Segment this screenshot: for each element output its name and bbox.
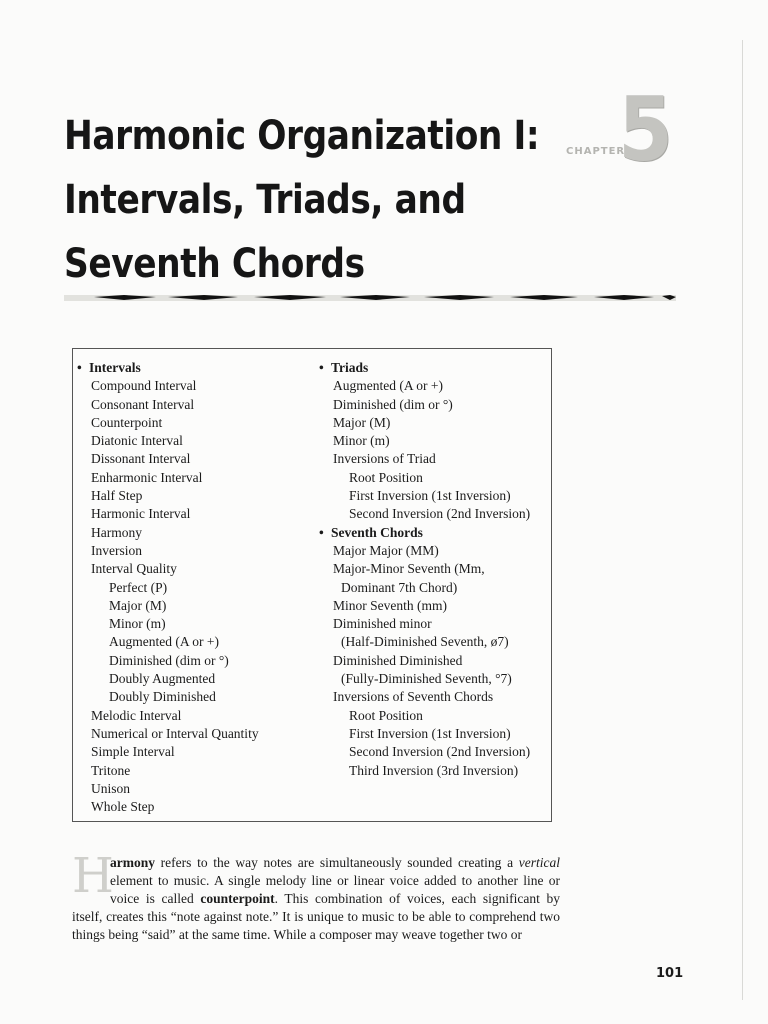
chapter-number: 5 [618,78,674,181]
chapter-title-line-2: Intervals, Triads, and [64,177,466,223]
term-list-item: Augmented (A or +) [333,378,443,394]
term-list-item: Diminished Diminished [333,652,463,668]
chapter-label: CHAPTER [566,146,626,157]
term-list-item: Root Position [349,707,423,723]
term-list-item: Major-Minor Seventh (Mm, [333,561,485,577]
term-list-item: Harmony [91,524,142,540]
intro-paragraph [72,848,560,944]
term-list-item: Inversions of Seventh Chords [333,689,494,705]
term-list-item: Tritone [91,762,131,778]
term-category-heading: • Seventh Chords [315,524,551,542]
term-list-item: Enharmonic Interval [91,469,203,485]
term-list-item: Inversion [91,542,142,558]
term-list-item: Interval Quality [91,561,177,577]
page-edge-line [742,40,743,1000]
term-list-item: Minor Seventh (mm) [333,597,447,613]
chapter-title-line-3: Seventh Chords [64,241,365,287]
key-terms-left-column [73,359,313,816]
intro-italic-vertical: vertical [518,855,560,870]
term-list-item: Diminished (dim or °) [333,396,453,412]
term-list-item: Major (M) [333,414,391,430]
term-list-item: Augmented (A or +) [109,634,219,650]
term-list-item: Minor (m) [333,433,390,449]
term-list-item: Diminished (dim or °) [109,652,229,668]
term-category-heading: • Triads [315,359,551,377]
term-list-item: Counterpoint [91,414,163,430]
term-list-item: Whole Step [91,799,155,815]
term-list-item: Major (M) [109,597,167,613]
term-list-item: First Inversion (1st Inversion) [349,725,511,741]
term-list-item: Diatonic Interval [91,433,183,449]
key-terms-box [72,348,552,822]
chapter-title-line-1: Harmonic Organization I: [64,113,540,159]
term-list-item: Harmonic Interval [91,506,191,522]
term-list-item: Half Step [91,488,143,504]
term-list-item: Simple Interval [91,744,175,760]
term-harmony: armony [110,855,155,870]
intro-text-3: . This combination of voices, each significant by itself, creates this “note against note.” It is unique to music to be able to comprehend two things being “said” at the same time. While a composer may weave together two or [72,891,560,942]
term-list-item: Dominant 7th Chord) [341,579,458,595]
chapter-mark [566,78,676,181]
term-list-item: Doubly Diminished [109,689,216,705]
term-list-item: Consonant Interval [91,396,195,412]
term-list-item: Compound Interval [91,378,197,394]
term-list-item: Doubly Augmented [109,671,216,687]
term-list-item: (Half-Diminished Seventh, ø7) [341,634,509,650]
term-list-item: Numerical or Interval Quantity [91,725,259,741]
term-list-item: Major Major (MM) [333,542,439,558]
term-list-item: First Inversion (1st Inversion) [349,488,511,504]
term-list-item: Third Inversion (3rd Inversion) [349,762,519,778]
term-list-item: Inversions of Triad [333,451,436,467]
decorative-rule [64,292,676,304]
term-list-item: Unison [91,780,131,796]
term-list-item: Dissonant Interval [91,451,191,467]
term-list-item: (Fully-Diminished Seventh, °7) [341,671,512,687]
term-counterpoint: counterpoint [200,891,275,906]
term-category-heading: • Intervals [73,359,313,377]
drop-cap: H [72,848,114,904]
intro-text-1: refers to the way notes are simultaneously sounded creating a [155,855,519,870]
term-list-item: Perfect (P) [109,579,168,595]
term-list-item: Melodic Interval [91,707,182,723]
intro-text-2: element to music. A single melody line or linear voice added to another line or voice is called [110,873,560,906]
key-terms-right-column [315,359,551,780]
page-number: 101 [656,966,684,981]
term-list-item: Minor (m) [109,616,166,632]
term-list-item: Root Position [349,469,423,485]
term-list-item: Second Inversion (2nd Inversion) [349,744,531,760]
term-list-item: Second Inversion (2nd Inversion) [349,506,531,522]
term-list-item: Diminished minor [333,616,432,632]
chapter-title [64,104,540,296]
